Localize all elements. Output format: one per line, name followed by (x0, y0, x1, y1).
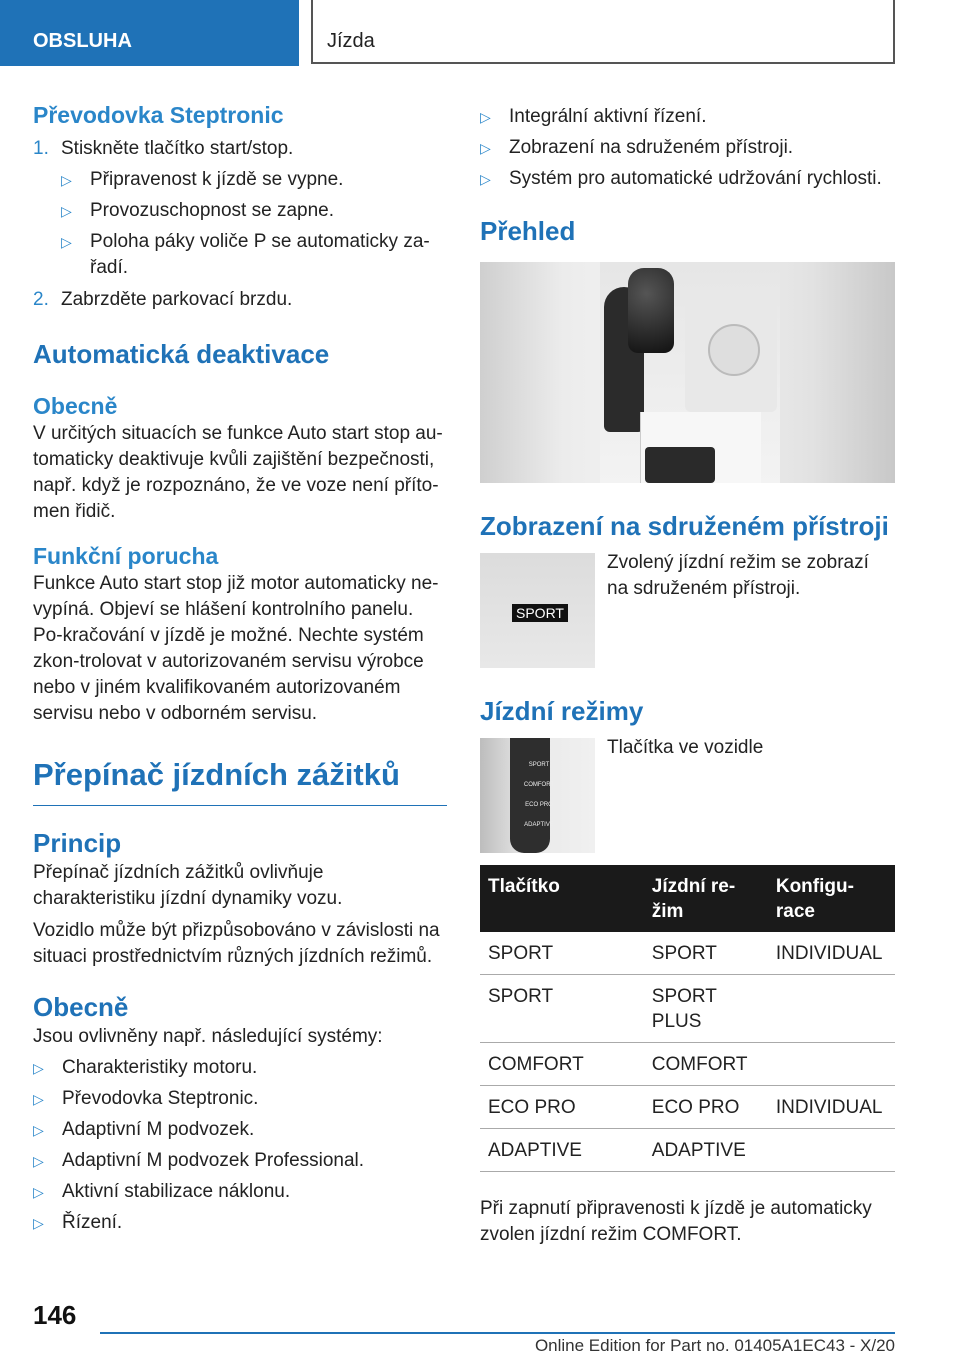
table-cell (768, 1129, 895, 1172)
parking-brake-icon (645, 447, 715, 483)
table-row (480, 932, 895, 975)
step-number: 2. (33, 289, 49, 310)
table-cell: SPORT (480, 975, 644, 1043)
modes-heading: Jízdní režimy (480, 696, 644, 726)
section-tab (0, 0, 299, 66)
table-cell: COMFORT (644, 1043, 768, 1086)
triangle-bullet-icon: ▷ (61, 234, 72, 250)
principle-paragraph-1: Přepínač jízdních zážitků ovlivňuje charakteristiku jízdní dynamiky vozu. (33, 862, 343, 909)
step-number: 1. (33, 138, 49, 159)
list-item (61, 167, 447, 193)
gear-selector-icon (628, 268, 674, 353)
list-item (61, 198, 447, 224)
column-header: Tlačítko (480, 865, 644, 932)
table-cell: INDIVIDUAL (768, 1086, 895, 1129)
column-header: Jízdní re-žim (644, 865, 768, 932)
triangle-bullet-icon: ▷ (33, 1184, 44, 1200)
list-item (480, 166, 895, 192)
triangle-bullet-icon: ▷ (480, 171, 491, 187)
list-item (33, 1210, 447, 1236)
button-label-adaptive: ADAPTIVE (524, 822, 554, 828)
button-label-eco-pro: ECO PRO (525, 802, 553, 808)
step-2 (33, 287, 447, 313)
list-item-text: Aktivní stabilizace náklonu. (62, 1181, 291, 1202)
page-number: 146 (33, 1300, 77, 1330)
triangle-bullet-icon: ▷ (61, 172, 72, 188)
list-item-text: Řízení. (62, 1212, 123, 1233)
list-item-text: Provozuschopnost se zapne. (90, 200, 334, 221)
list-item (33, 1148, 447, 1174)
systems-list (33, 1055, 447, 1236)
step-1 (33, 136, 447, 162)
edition-note: Online Edition for Part no. 01405A1EC43 - X/20 (534, 1336, 895, 1355)
mode-buttons-image (480, 738, 595, 853)
table-cell: SPORT PLUS (644, 975, 768, 1043)
list-item-text: Převodovka Steptronic. (62, 1088, 259, 1109)
general-paragraph: V určitých situacích se funkce Auto start stop au-tomaticky deaktivuje kvůli zajištění bezpečnosti, např. když je rozpoznáno, že ve voze není příto-men řidič. (33, 423, 443, 522)
list-item (33, 1055, 447, 1081)
triangle-bullet-icon: ▷ (33, 1215, 44, 1231)
list-item (480, 135, 895, 161)
general-heading-2: Obecně (33, 992, 129, 1022)
instrument-cluster-image (480, 553, 595, 668)
systems-intro: Jsou ovlivněny např. následující systémy: (33, 1026, 383, 1047)
principle-heading: Princip (33, 828, 122, 858)
steptronic-heading: Převodovka Steptronic (33, 102, 284, 128)
controller-dial-icon (708, 324, 760, 376)
experience-switch-heading: Přepínač jízdních zážitků (33, 755, 447, 806)
chapter-header (311, 0, 895, 64)
triangle-bullet-icon: ▷ (480, 109, 491, 125)
table-row (480, 1129, 895, 1172)
principle-paragraph-2: Vozidlo může být přizpůsobováno v závislosti na situaci prostřednictvím různých jízdních režimů. (33, 920, 440, 967)
table-cell (768, 975, 895, 1043)
list-item (33, 1179, 447, 1205)
table-cell: SPORT (480, 932, 644, 975)
list-item (33, 1117, 447, 1143)
systems-list-continued (480, 104, 895, 192)
list-item (61, 229, 447, 281)
section-title: OBSLUHA (33, 30, 132, 52)
list-item-text: Charakteristiky motoru. (62, 1057, 258, 1078)
table-cell: COMFORT (480, 1043, 644, 1086)
fault-paragraph: Funkce Auto start stop již motor automaticky ne-vypíná. Objeví se hlášení kontrolního panelu. Po-kračování v jízdě je možné. Nechte systém zkon-trolovat v autorizovaném servisu výrobce nebo v jiném kvalifikovaném autorizovaném servisu nebo v odborném servisu. (33, 573, 439, 724)
step-text: Zabrzděte parkovací brzdu. (61, 289, 293, 310)
button-label-sport: SPORT (528, 762, 550, 768)
list-item-text: Připravenost k jízdě se vypne. (90, 169, 344, 190)
column-header: Konfigu-race (768, 865, 895, 932)
triangle-bullet-icon: ▷ (480, 140, 491, 156)
table-cell: INDIVIDUAL (768, 932, 895, 975)
general-heading: Obecně (33, 393, 118, 419)
modes-table (480, 865, 895, 1172)
list-item-text: Adaptivní M podvozek Professional. (62, 1150, 365, 1171)
display-heading: Zobrazení na sdruženém přístroji (480, 511, 889, 541)
table-header-row (480, 865, 895, 932)
modes-figure (480, 738, 895, 853)
list-item-text: Systém pro automatické udržování rychlosti. (509, 168, 882, 189)
auto-deactivation-heading: Automatická deaktivace (33, 339, 330, 369)
footer-divider (100, 1332, 895, 1334)
list-item-text: Zobrazení na sdruženém přístroji. (509, 137, 794, 158)
triangle-bullet-icon: ▷ (33, 1122, 44, 1138)
overview-heading: Přehled (480, 216, 576, 246)
table-row (480, 1086, 895, 1129)
button-strip (510, 738, 550, 853)
center-console-image (480, 262, 895, 483)
left-column (33, 100, 447, 1236)
table-cell: ECO PRO (644, 1086, 768, 1129)
triangle-bullet-icon: ▷ (61, 203, 72, 219)
table-row (480, 975, 895, 1043)
chapter-title: Jízda (327, 30, 375, 52)
table-cell: ECO PRO (480, 1086, 644, 1129)
table-row (480, 1043, 895, 1086)
step-text: Stiskněte tlačítko start/stop. (61, 138, 294, 159)
triangle-bullet-icon: ▷ (33, 1153, 44, 1169)
step-1-bullets (33, 167, 447, 281)
list-item (480, 104, 895, 130)
list-item-text: Poloha páky voliče P se automaticky za-řadí. (90, 231, 430, 278)
table-cell: ADAPTIVE (480, 1129, 644, 1172)
list-item-text: Adaptivní M podvozek. (62, 1119, 255, 1140)
display-figure (480, 553, 895, 668)
fault-heading: Funkční porucha (33, 543, 219, 569)
triangle-bullet-icon: ▷ (33, 1091, 44, 1107)
list-item (33, 1086, 447, 1112)
display-paragraph: Zvolený jízdní režim se zobrazí na sdruženém přístroji. (607, 552, 869, 599)
right-column (480, 100, 895, 1248)
table-cell: ADAPTIVE (644, 1129, 768, 1172)
button-label-comfort: COMFORT (523, 782, 555, 788)
list-item-text: Integrální aktivní řízení. (509, 106, 707, 127)
triangle-bullet-icon: ▷ (33, 1060, 44, 1076)
default-mode-note: Při zapnutí připravenosti k jízdě je automaticky zvolen jízdní režim COMFORT. (480, 1198, 872, 1245)
table-cell: SPORT (644, 932, 768, 975)
modes-paragraph: Tlačítka ve vozidle (607, 737, 764, 758)
table-cell (768, 1043, 895, 1086)
sport-mode-badge: SPORT (512, 604, 568, 622)
